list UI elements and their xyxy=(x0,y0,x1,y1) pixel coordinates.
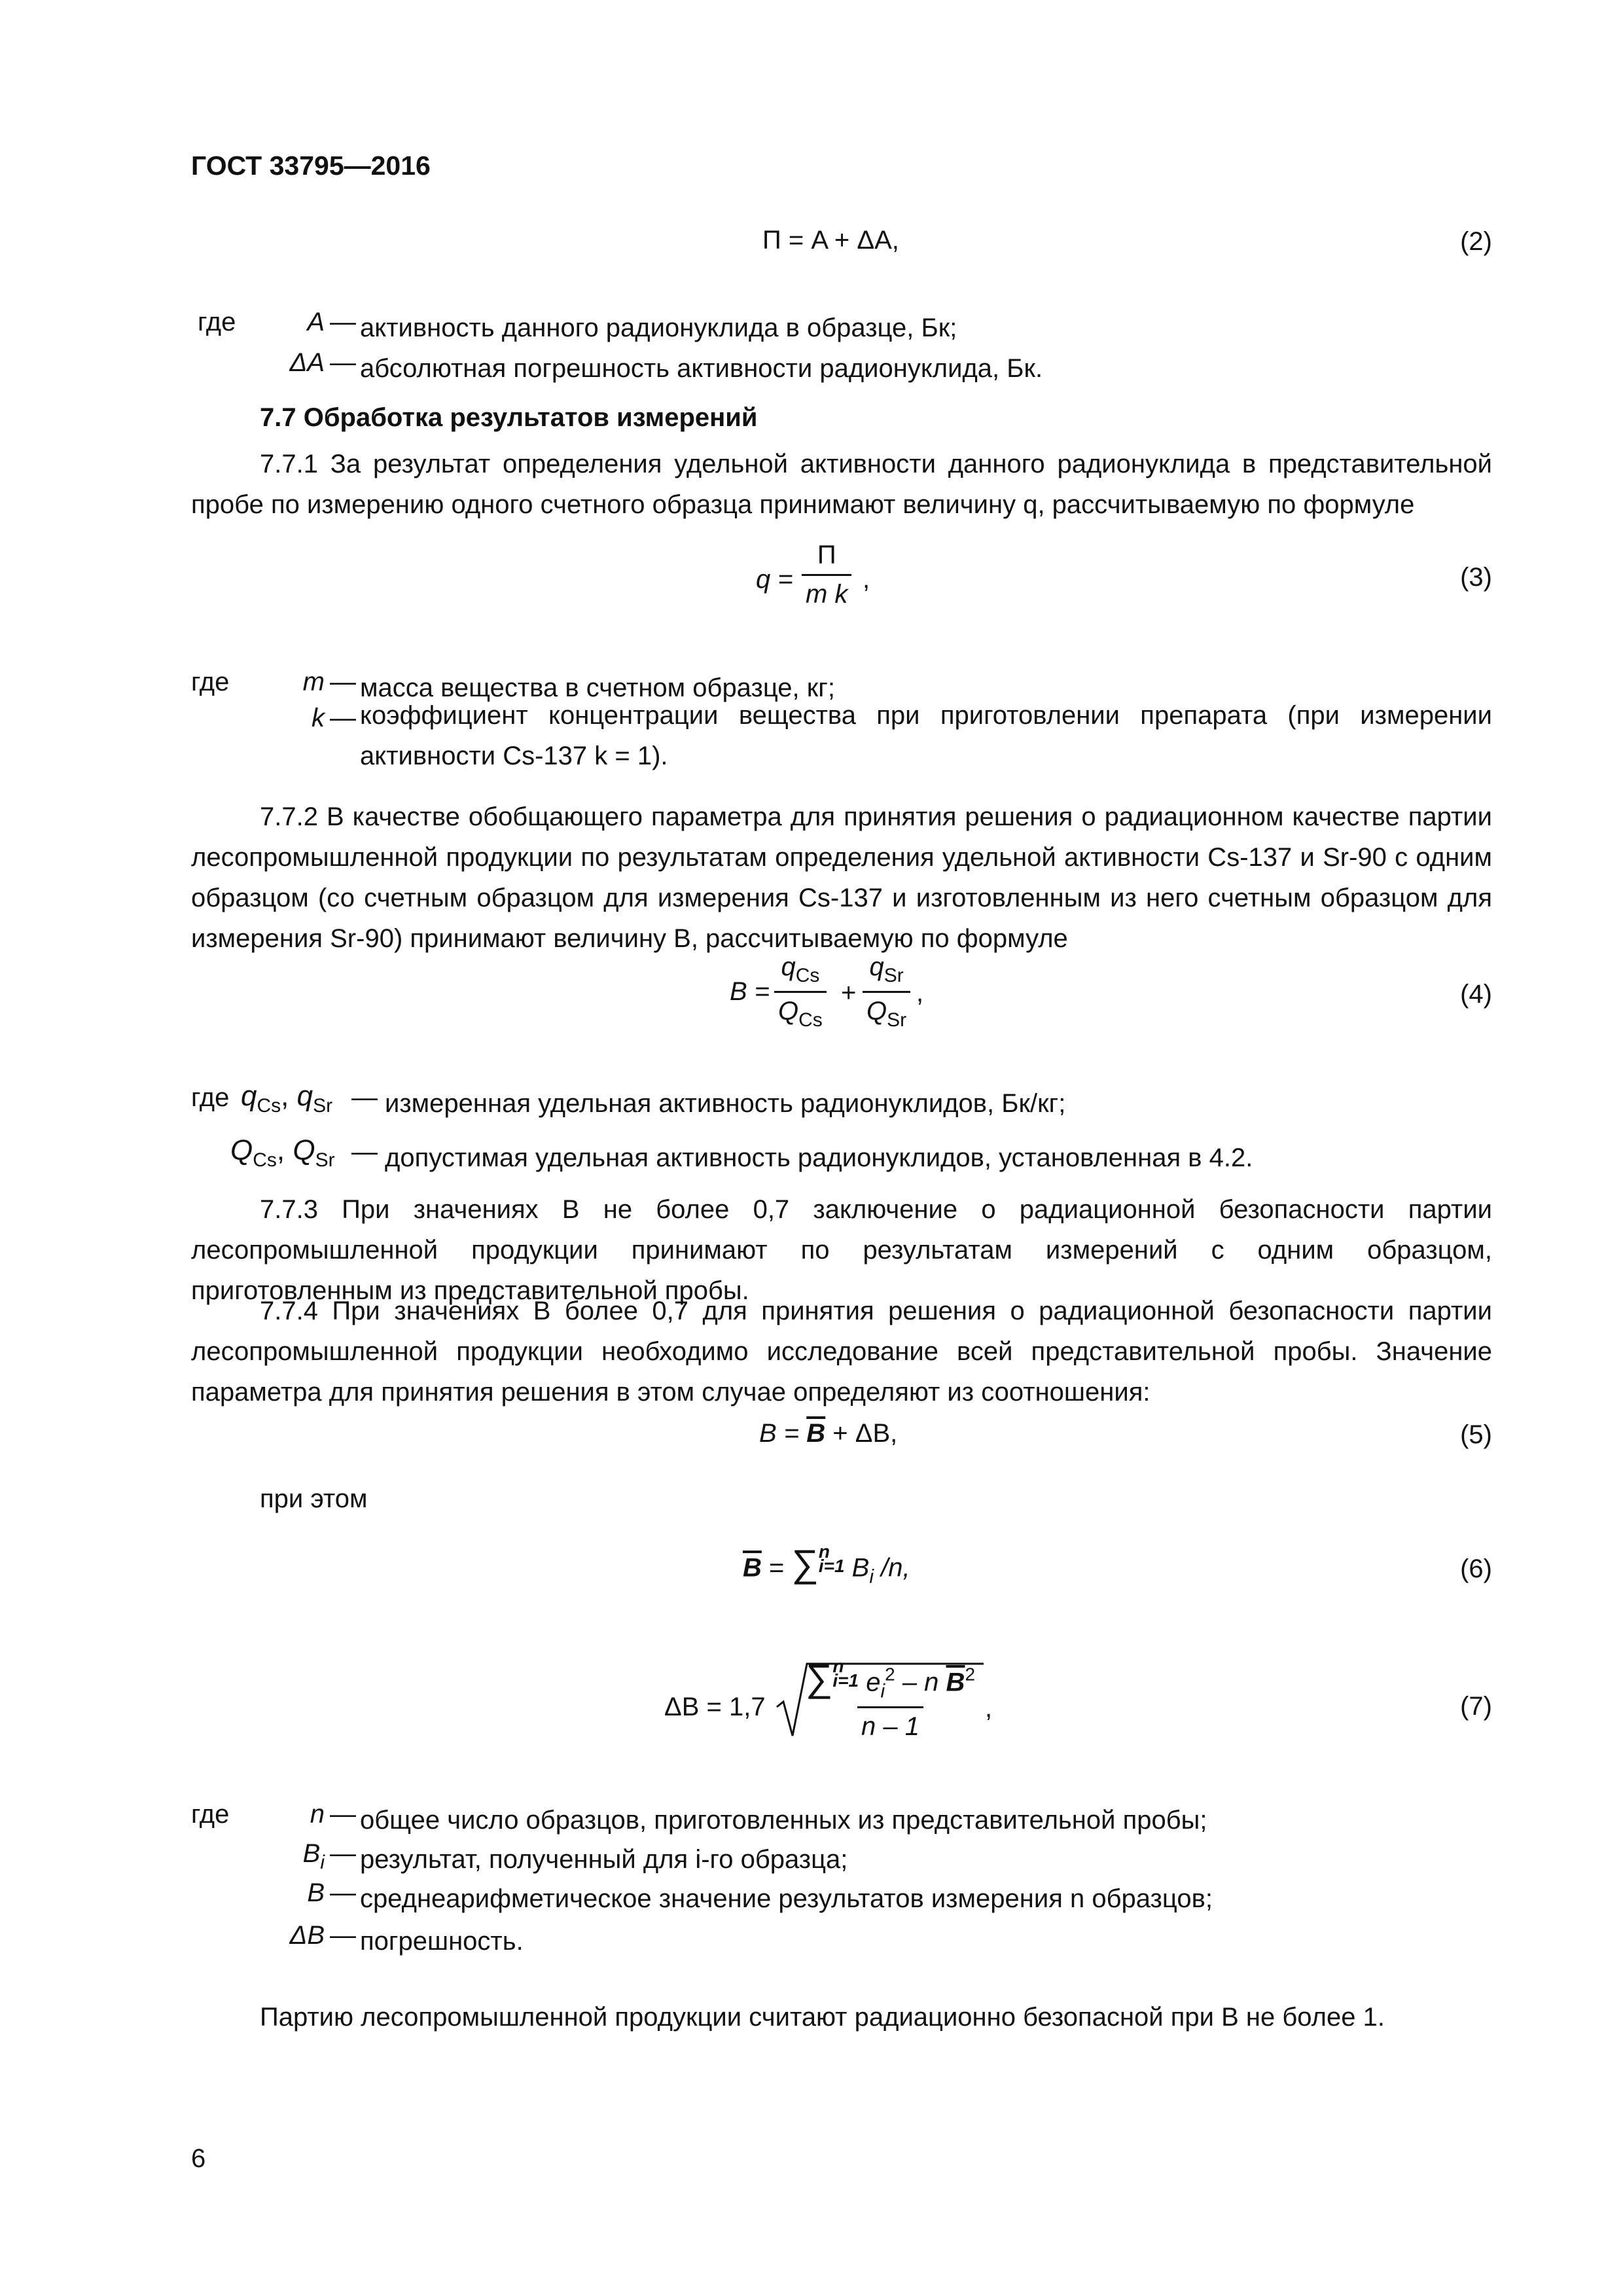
q-symbol: q xyxy=(241,1080,257,1112)
dash: — xyxy=(330,348,356,377)
equals: = xyxy=(761,1553,792,1583)
q-symbol: q xyxy=(781,952,796,981)
e-symbol: e xyxy=(866,1668,881,1697)
equation-3-fraction xyxy=(802,541,851,609)
square-exponent: 2 xyxy=(885,1664,895,1685)
paragraph-7-7-3: 7.7.3 При значениях B не более 0,7 заключение о радиационной безопасности партии лесопромышленной продукции принимают по результатам измерений с одним образцом, приготовленным из представительной пробы. xyxy=(191,1195,1492,1305)
q-limit-symbol: Q xyxy=(778,997,799,1026)
equation-7-tail: , xyxy=(985,1694,993,1723)
square-exponent: 2 xyxy=(965,1664,976,1685)
dash: — xyxy=(330,1878,356,1907)
equation-5-number: (5) xyxy=(1460,1420,1492,1449)
cs-subscript: Cs xyxy=(257,1095,281,1117)
sum-upper-limit: n xyxy=(832,1656,844,1676)
equation-6-rest: /n, xyxy=(881,1553,910,1583)
b-symbol: B xyxy=(302,1839,321,1868)
q-description: измеренная удельная активность радионуклидов, Бк/кг; xyxy=(385,1089,1066,1118)
where-label: где xyxy=(191,668,230,696)
sum-symbol: ∑ xyxy=(791,1542,819,1585)
q-limit-symbol: Q xyxy=(230,1134,253,1166)
symbol-m-description: масса вещества в счетном образце, кг; xyxy=(360,673,835,702)
conclusion-paragraph: Партию лесопромышленной продукции считают радиационно безопасной при B не более 1. xyxy=(260,2003,1385,2032)
symbol-delta-b: ΔB xyxy=(289,1921,325,1950)
equation-2-number: (2) xyxy=(1460,227,1492,256)
dash: — xyxy=(330,308,356,336)
pri-etom-text: при этом xyxy=(260,1484,368,1513)
symbols-Q-cs-sr xyxy=(230,1134,335,1172)
cs-subscript: Cs xyxy=(798,1009,823,1031)
equation-7-denominator: n – 1 xyxy=(857,1706,923,1742)
symbol-delta-b-description: погрешность. xyxy=(360,1927,524,1956)
sum-lower-limit: i=1 xyxy=(818,1556,845,1577)
sum-lower-limit: i=1 xyxy=(832,1670,859,1691)
section-heading: 7.7 Обработка результатов измерений xyxy=(260,403,758,432)
symbol-a-description: активность данного радионуклида в образце, Бк; xyxy=(360,314,957,342)
equation-3-denominator: m k xyxy=(802,574,851,609)
equation-4-number: (4) xyxy=(1460,980,1492,1009)
symbol-n: n xyxy=(310,1800,325,1829)
q-limit-symbol: Q xyxy=(866,997,887,1026)
equation-3-numerator: П xyxy=(817,541,836,569)
where-label: где xyxy=(198,308,236,336)
equation-2: П = A + ΔA, xyxy=(762,226,899,255)
symbol-b-mean: B xyxy=(307,1878,325,1907)
dash: — xyxy=(351,1083,378,1112)
Q-description: допустимая удельная активность радионуклидов, установленная в 4.2. xyxy=(385,1143,1253,1172)
page-number: 6 xyxy=(191,2144,206,2173)
where-label: где xyxy=(191,1800,230,1829)
dash: — xyxy=(330,704,356,732)
b-symbol: B xyxy=(851,1553,870,1583)
b-mean: $\overline{B}$ xyxy=(806,1419,826,1448)
q-symbol: q xyxy=(296,1080,313,1112)
equation-5-rhs: + ΔB, xyxy=(832,1419,898,1448)
symbols-q-cs-sr xyxy=(241,1080,332,1117)
b-mean: $\overline{B}$ xyxy=(946,1668,965,1697)
equation-4-tail: , xyxy=(916,978,924,1007)
b-mean: $\overline{B}$ xyxy=(743,1553,762,1583)
equation-4-fraction-cs xyxy=(774,952,827,1031)
symbol-k-description: коэффициент концентрации вещества при приготовлении препарата (при измерении активности Cs-137 k = 1). xyxy=(360,701,1492,770)
cs-subscript: Cs xyxy=(253,1149,277,1171)
equation-7-lhs-text: ΔB = 1,7 xyxy=(664,1693,766,1721)
equation-4-fraction-sr xyxy=(863,952,910,1031)
plus-sign: + xyxy=(841,978,857,1007)
separator: , xyxy=(276,1134,293,1166)
sum-symbol: ∑ xyxy=(806,1657,833,1700)
dash: — xyxy=(330,1839,356,1868)
equation-5 xyxy=(759,1420,897,1446)
cs-subscript: Cs xyxy=(795,965,820,986)
equation-3-lhs: q = xyxy=(756,565,793,594)
equation-7-lhs xyxy=(664,1694,766,1720)
equation-6 xyxy=(743,1541,910,1588)
equation-3-number: (3) xyxy=(1460,563,1492,592)
q-limit-symbol: Q xyxy=(293,1134,315,1166)
paragraph-7-7-1: 7.7.1 За результат определения удельной активности данного радионуклида в представительной пробе по измерению одного счетного образца принимают величину q, рассчитываемую по формуле xyxy=(191,450,1492,519)
dash: — xyxy=(330,1921,356,1950)
document-header: ГОСТ 33795—2016 xyxy=(191,151,431,181)
paragraph-7-7-2: 7.7.2 В качестве обобщающего параметра для принятия решения о радиационном качестве партии лесопромышленной продукции по результатам определения удельной активности Cs-137 и Sr-90 с одним образцом (со счетным образцом для измерения Cs-137 и изготовленным из него счетным образцом для измерения Sr-90) принимают величину B, рассчитываемую по формуле xyxy=(191,802,1492,953)
i-subscript: i xyxy=(320,1852,325,1873)
equation-3-tail: , xyxy=(863,565,870,594)
equation-4-lhs: B = xyxy=(730,977,770,1006)
symbol-delta-a-description: абсолютная погрешность активности радионуклида, Бк. xyxy=(360,354,1043,383)
symbol-delta-a: ΔA xyxy=(289,348,325,377)
symbol-b-mean-description: среднеарифметическое значение результатов измерения n образцов; xyxy=(360,1884,1213,1913)
equation-6-number: (6) xyxy=(1460,1554,1492,1583)
separator: , xyxy=(281,1080,297,1112)
sr-subscript: Sr xyxy=(887,1009,907,1031)
symbol-b-i-description: результат, полученный для i-го образца; xyxy=(360,1845,848,1874)
i-subscript: i xyxy=(880,1680,885,1702)
equation-7-fraction xyxy=(802,1656,979,1742)
symbol-n-description: общее число образцов, приготовленных из представительной пробы; xyxy=(360,1806,1207,1835)
sr-subscript: Sr xyxy=(883,965,904,986)
sr-subscript: Sr xyxy=(313,1095,333,1117)
symbol-m: m xyxy=(302,668,325,696)
symbol-b-i xyxy=(303,1839,325,1874)
dash: — xyxy=(351,1138,378,1166)
symbol-k: k xyxy=(312,704,325,732)
q-symbol: q xyxy=(869,952,884,981)
symbol-a: A xyxy=(307,308,325,336)
i-subscript: i xyxy=(869,1566,874,1588)
dash: — xyxy=(330,1800,356,1829)
minus-n: – n xyxy=(902,1668,939,1697)
equation-7-number: (7) xyxy=(1460,1692,1492,1721)
sum-upper-limit: n xyxy=(818,1541,830,1562)
paragraph-7-7-4: 7.7.4 При значениях B более 0,7 для принятия решения о радиационной безопасности партии лесопромышленной продукции необходимо исследование всей представительной пробы. Значение параметра для принятия решения в этом случае определяют из соотношения: xyxy=(191,1297,1492,1407)
equation-5-lhs: B = xyxy=(759,1419,800,1448)
where-label: где xyxy=(191,1083,230,1112)
dash: — xyxy=(330,668,356,696)
sr-subscript: Sr xyxy=(315,1149,335,1171)
